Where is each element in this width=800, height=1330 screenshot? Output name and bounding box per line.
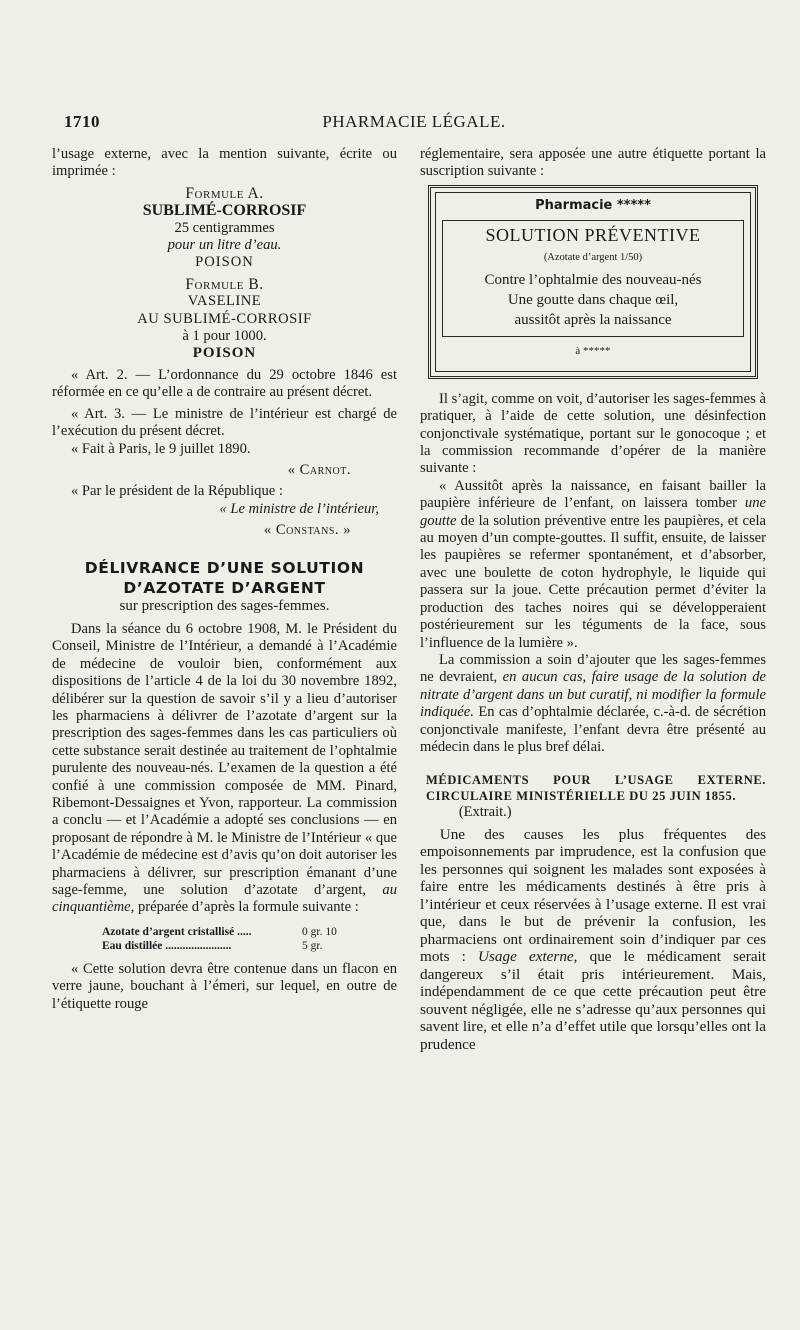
section-title-line-2: D’AZOTATE D’ARGENT	[123, 578, 326, 597]
paragraph-confusion	[420, 826, 766, 1054]
formula-b-name-1: VASELINE	[187, 293, 262, 310]
recipe-row	[102, 925, 397, 939]
article-3: « Art. 3. — Le ministre de l’intérieur est chargé de l’exécution du présent décret.	[52, 405, 397, 440]
recipe-row	[102, 939, 397, 953]
paragraph-flacon: « Cette solution devra être contenue dans un flacon en verre jaune, bouchant à l’émeri, sur lequel, en outre de l’étiquette rouge	[52, 960, 397, 1012]
formula-b-dose: à 1 pour 1000.	[182, 328, 267, 345]
paragraph-commission-text: La commission a soin d’ajouter que les sages-femmes ne devraient,	[420, 651, 766, 686]
section-external-subtitle: (Extrait.)	[458, 804, 512, 821]
paragraph-aussitot-text: « Aussitôt après la naissance, en faisant bailler la paupière inférieure de l’enfant, on laissera tomber	[420, 477, 766, 512]
paragraph-aussitot	[420, 478, 766, 652]
formula-a-unit: pour un litre d’eau.	[167, 237, 282, 254]
recipe-quantity: 0 gr. 10	[302, 925, 337, 938]
right-intro-text: réglementaire, sera apposée une autre étiquette portant la suscription suivante :	[420, 146, 766, 180]
formula-a-label: Formule A.	[185, 184, 264, 202]
recipe-table	[102, 925, 397, 953]
signature-constans: « Constans. »	[263, 522, 351, 539]
recipe-quantity: 5 gr.	[302, 939, 323, 952]
left-column	[52, 146, 397, 1013]
by-president-line: « Par le président de la République :	[70, 483, 283, 500]
label-line-1: Contre l’ophtalmie des nouveau-nés	[484, 272, 702, 289]
label-line-2: Une goutte dans chaque œil,	[507, 292, 679, 309]
formula-a-warning: POISON	[195, 254, 254, 271]
date-line: « Fait à Paris, le 9 juillet 1890.	[70, 440, 251, 457]
formula-b-name-2: AU SUBLIMÉ-CORROSIF	[137, 310, 312, 327]
paragraph-aussitot-end: de la solution préventive entre les paupières, et cela au moyen d’un compte-gouttes. Il suffit, ensuite, de laisser les paupières se refermer spontanément, et d’absorber, avec une boulette de coton hydrophyle, le liquide qui passera sur la joue. Cette précaution permet d’éviter la production des taches noires qui se développeraient postérieurement sur les téguments de la face, sous l’influence de la lumière ».	[420, 512, 766, 651]
page-header	[64, 112, 764, 140]
paragraph-seance-end: préparée d’après la formule suivante :	[137, 899, 359, 916]
section-title-external: MÉDICAMENTS POUR L’USAGE EXTERNE. CIRCULAIRE MINISTÉRIELLE DU 25 JUIN 1855.	[426, 773, 766, 804]
formula-a-dose: 25 centigrammes	[174, 219, 275, 236]
paragraph-seance	[52, 621, 397, 917]
running-title: PHARMACIE LÉGALE.	[322, 112, 506, 131]
article-2: « Art. 2. — L’ordonnance du 29 octobre 1846 est réformée en ce qu’elle a de contraire au présent décret.	[52, 366, 397, 401]
paragraph-confusion-text: Une des causes les plus fréquentes des empoisonnements par imprudence, est la confusion que les personnes qui soignent les malades sont exposées à faire entre les médicaments destinés à être pris à l’intérieur et ceux réservées à l’usage externe. Il est vrai que, dans le but de prévenir la confusion, les pharmaciens ont ordinairement soin d’indiquer par ces mots :	[420, 825, 766, 966]
label-footer: à *****	[575, 345, 611, 358]
paragraph-commission-italic: en aucun cas, faire usage de la solution de nitrate d’argent dans un but curatif, ni modifier la formule indiquée.	[420, 669, 766, 721]
minister-line: « Le ministre de l’intérieur,	[219, 500, 379, 517]
paragraph-aussitot-italic: une goutte	[420, 495, 766, 529]
pharmacy-label-inner	[435, 192, 751, 372]
label-line-3: aussitôt après la naissance	[514, 312, 672, 329]
paragraph-seance-italic: au cinquantième,	[52, 882, 397, 916]
label-note: (Azotate d’argent 1/50)	[543, 251, 643, 263]
formula-b-warning: POISON	[192, 345, 257, 362]
label-solution-title: SOLUTION PRÉVENTIVE	[485, 225, 701, 246]
paragraph-confusion-end: , que le médicament serait dangereux s’il était pris intérieurement. Mais, indépendamment de ce que cette précaution peut être souvent négligée, elle ne s’adresse qu’aux personnes qui savent lire, et elle n’a d’effet utile que lorsqu’elles ont la prudence	[420, 948, 766, 1053]
paragraph-seance-text: Dans la séance du 6 octobre 1908, M. le Président du Conseil, Ministre de l’Intérieur, a demandé à l’Académie de médecine de vouloir bien, conformément aux dispositions de l’article 4 de la loi du 30 novembre 1892, délibérer sur la question de savoir s’il y a lieu d’autoriser les pharmaciens à délivrer de l’azotate d’argent sur la prescription des sages-femmes dans les cas particuliers où cette substance serait destinée au traitement de l’ophtalmie purulente des nouveau-nés. L’examen de la question a été confié à une commission composée de MM. Pinard, Ribemont-Dessaignes et Yvon, rapporteur. La commission a conclu — et l’Académie a adopté ses conclusions — en proposant de répondre à M. le Ministre de l’Intérieur « que l’Académie de médecine est d’avis qu’on doit autoriser les pharmaciens à délivrer, sur prescription émanant d’une sage-femme, une solution d’azotate d’argent,	[52, 620, 397, 899]
formula-a-name: SUBLIMÉ-CORROSIF	[142, 202, 307, 220]
recipe-ingredient: Azotate d’argent cristallisé .....	[102, 925, 252, 938]
signature-carnot: « Carnot.	[287, 461, 351, 478]
pharmacy-label	[428, 185, 758, 379]
recipe-ingredient: Eau distillée .......................	[102, 939, 232, 952]
page-number: 1710	[64, 112, 100, 131]
section-title-line-1: DÉLIVRANCE D’UNE SOLUTION	[84, 558, 365, 577]
right-column	[420, 146, 766, 1053]
paragraph-il-s-agit: Il s’agit, comme on voit, d’autoriser les sages-femmes à pratiquer, à l’aide de cette solution, une désinfection conjonctivale systématique, portant sur le gonocoque ; et la commission recommande d’opérer de la manière suivante :	[420, 390, 766, 477]
paragraph-confusion-italic: Usage externe	[478, 948, 574, 966]
section-subtitle: sur prescription des sages-femmes.	[119, 597, 330, 614]
label-pharmacie: Pharmacie *****	[535, 197, 651, 213]
paragraph-commission	[420, 652, 766, 756]
intro-text: l’usage externe, avec la mention suivante, écrite ou imprimée :	[52, 146, 397, 180]
label-content-box	[442, 220, 744, 337]
paragraph-commission-end: En cas d’ophtalmie déclarée, c.-à-d. de sécrétion conjonctivale manifeste, l’enfant devra être présenté au médecin dans le plus bref délai.	[420, 704, 767, 755]
formula-b-label: Formule B.	[185, 275, 264, 293]
